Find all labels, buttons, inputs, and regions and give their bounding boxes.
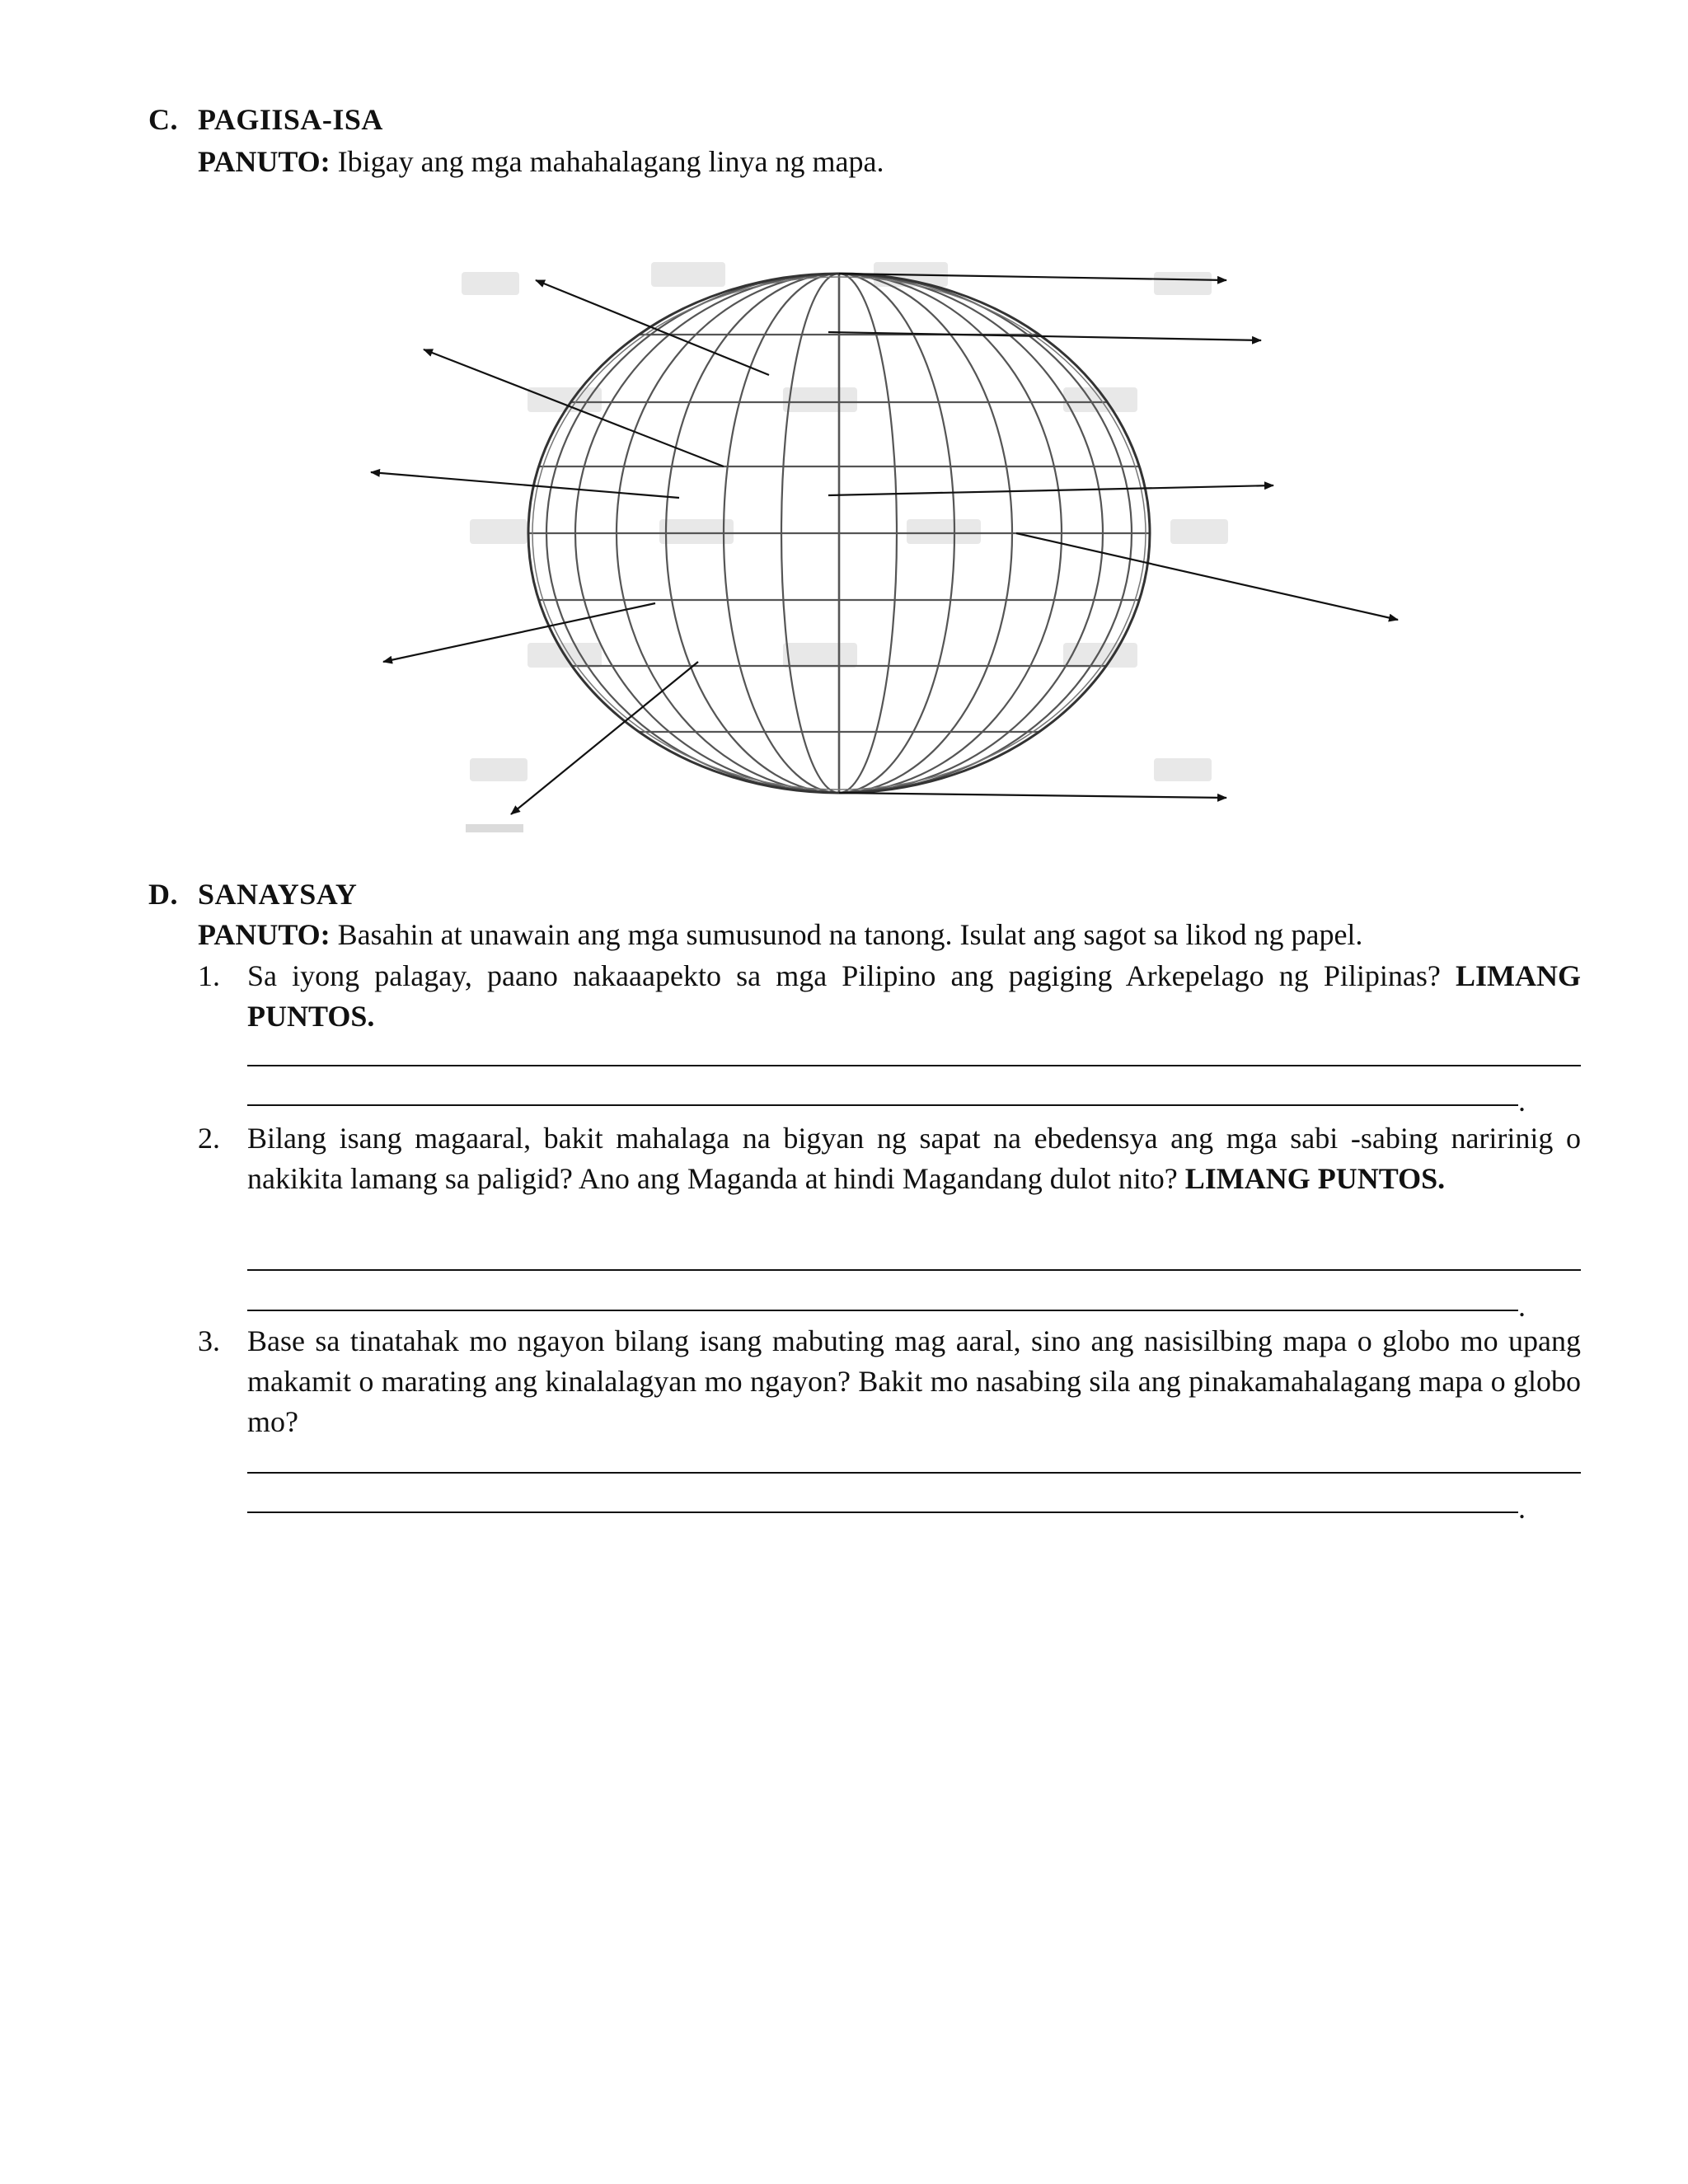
globe-grid-icon xyxy=(0,0,1688,865)
section-d-heading xyxy=(148,877,357,912)
answer-line-period: . xyxy=(1518,1290,1526,1323)
question-2-points: LIMANG PUNTOS. xyxy=(1184,1162,1446,1195)
section-d-instruction xyxy=(198,915,1362,954)
question-2 xyxy=(198,1118,1581,1199)
section-c-letter: C. xyxy=(148,103,178,136)
answer-line[interactable] xyxy=(247,1511,1518,1513)
answer-line[interactable] xyxy=(247,1310,1518,1311)
section-d-letter: D. xyxy=(148,878,178,911)
section-d-instruction-text: Basahin at unawain ang mga sumusunod na tanong. Isulat ang sagot sa likod ng papel. xyxy=(337,918,1363,951)
question-3-text: Base sa tinatahak mo ngayon bilang isang mabuting mag aaral, sino ang nasisilbing mapa o globo mo upang makamit o marating ang kinalalagyan mo ngayon? Bakit mo nasabing sila ang pinakamahalagang mapa o globo mo? xyxy=(247,1324,1581,1438)
question-1-text: Sa iyong palagay, paano nakaaapekto sa mga Pilipino ang pagiging Arkepelago ng Pilipinas? xyxy=(247,959,1441,992)
section-c-title: PAGIISA-ISA xyxy=(198,103,383,136)
section-d-title: SANAYSAY xyxy=(198,878,358,911)
question-1 xyxy=(198,956,1581,1037)
section-c-instruction-label: PANUTO: xyxy=(198,145,331,178)
question-2-number: 2. xyxy=(198,1122,220,1155)
answer-line[interactable] xyxy=(247,1269,1581,1271)
question-3-body xyxy=(247,1321,1581,1442)
question-3-number: 3. xyxy=(198,1324,220,1357)
question-2-body xyxy=(247,1118,1581,1199)
answer-line[interactable] xyxy=(247,1104,1518,1106)
question-1-number: 1. xyxy=(198,959,220,992)
question-1-points: LIMANG PUNTOS. xyxy=(247,959,1582,1033)
answer-line-period: . xyxy=(1518,1085,1526,1118)
answer-line[interactable] xyxy=(247,1065,1581,1066)
answer-line-period: . xyxy=(1518,1492,1526,1525)
section-d-instruction-label: PANUTO: xyxy=(198,918,331,951)
question-3 xyxy=(198,1321,1581,1442)
label-arrows xyxy=(371,274,1398,814)
question-2-text: Bilang isang magaaral, bakit mahalaga na bigyan ng sapat na ebedensya ang mga sabi -sabing naririnig o nakikita lamang sa paligid? Ano ang Maganda at hindi Magandang dulot nito? xyxy=(247,1122,1581,1195)
answer-line[interactable] xyxy=(247,1472,1581,1474)
question-1-body xyxy=(247,956,1581,1037)
section-c-instruction-text: Ibigay ang mga mahahalagang linya ng mapa. xyxy=(337,145,884,178)
